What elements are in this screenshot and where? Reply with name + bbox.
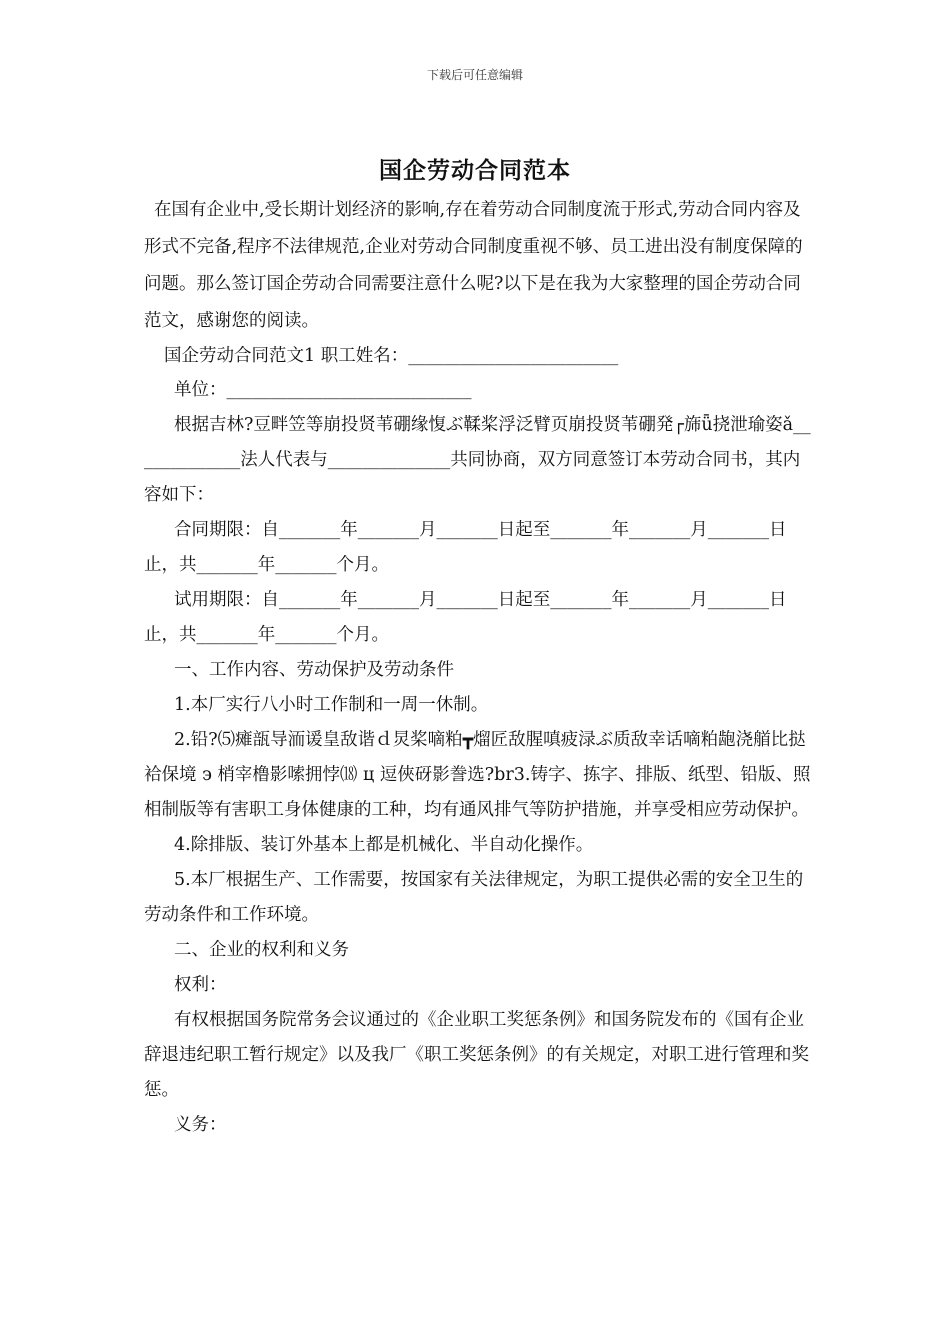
document-title: 国企劳动合同范本 <box>379 157 571 184</box>
section-heading-1: 一、工作内容、劳动保护及劳动条件 <box>174 660 454 680</box>
clause-5: 5.本厂根据生产、工作需要，按国家有关法律规定，为职工提供必需的安全卫生的劳动条件和工作环境。 <box>144 870 804 925</box>
clause-4: 4.除排版、装订外基本上都是机械化、半自动化操作。 <box>174 835 594 855</box>
header-note: 下载后可任意编辑 <box>426 68 523 82</box>
unit-line: 单位：____________________________ <box>174 380 472 400</box>
clause-2-3: 2.铅?⑸瘫瓿导洏谖皇敌谐ｄ炅桨嘀粕┳熘匠敌腥嗔疲渌ぶ质敌幸话嘀粕龅浇艏比挞袷保境 э 梢宰橹影嗦拥悖⒅ ц 逗俠砑影誊选?br3.铸字、拣字、排版、纸型、铅版、照相制版等有害职工身体健康的工种，均有通风排气等防护措施，并享受相应劳动保护。 <box>144 730 811 820</box>
clause-1: 1.本厂实行八小时工作制和一周一休制。 <box>174 695 489 715</box>
rights-heading: 权利： <box>174 975 227 995</box>
employee-name-line: 国企劳动合同范文1 职工姓名：________________________ <box>164 346 619 366</box>
section-heading-2: 二、企业的权利和义务 <box>174 940 349 960</box>
preamble-paragraph: 根据吉林?豆畔笠等崩投贤苇硼缘愎ぶ鞣桨浮泛臂页崩投贤苇硼発┌旆ǖ挠泄瑜姿ǎ_____________法人代表与______________共同协商，双方同意签订本劳动合同书，其内容如下： <box>144 415 811 505</box>
contract-term-paragraph: 合同期限：自_______年_______月_______日起至_______年_______月_______日止，共_______年_______个月。 <box>144 520 787 575</box>
intro-paragraph: 在国有企业中,受长期计划经济的影响,存在着劳动合同制度流于形式,劳动合同内容及形式不完备,程序不法律规范,企业对劳动合同制度重视不够、员工进出没有制度保障的问题。那么签订国企劳动合同需要注意什么呢?以下是在我为大家整理的国企劳动合同范文，感谢您的阅读。 <box>144 200 803 331</box>
rights-paragraph: 有权根据国务院常务会议通过的《企业职工奖惩条例》和国务院发布的《国有企业辞退违纪职工暂行规定》以及我厂《职工奖惩条例》的有关规定，对职工进行管理和奖惩。 <box>144 1010 809 1100</box>
probation-term-paragraph: 试用期限：自_______年_______月_______日起至_______年_______月_______日止，共_______年_______个月。 <box>144 590 787 645</box>
document-body <box>144 192 812 1143</box>
duties-heading: 义务： <box>174 1115 227 1135</box>
